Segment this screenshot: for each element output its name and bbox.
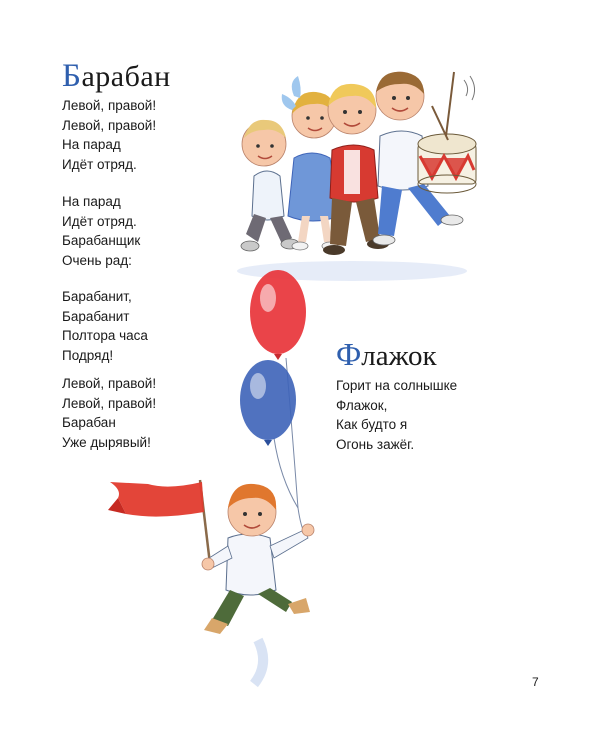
- small-boy-figure: [241, 120, 299, 251]
- title-initial-letter: Ф: [336, 336, 362, 372]
- balloon-string: [274, 438, 298, 508]
- drum-icon: [418, 72, 476, 193]
- poem-line: На парад: [62, 194, 121, 209]
- stanza-flazhok-1: [336, 376, 457, 454]
- boy-with-flag-illustration: [108, 268, 338, 688]
- poem-line: Подряд!: [62, 347, 114, 363]
- blue-balloon-icon: [240, 360, 296, 446]
- poem-line: Огонь зажёг.: [336, 436, 415, 452]
- poem-line: Полтора часа: [62, 328, 148, 343]
- poem-line: Барабанщик: [62, 233, 141, 248]
- poem-line: Левой, правой!: [62, 98, 157, 113]
- poem-line: Идёт отряд.: [62, 213, 137, 229]
- poem-line: Очень рад:: [62, 252, 132, 268]
- poem-line: Горит на солнышке: [336, 378, 458, 393]
- title-rest: лажок: [361, 340, 437, 372]
- stanza-baraban-2: [62, 192, 140, 270]
- page-number: 7: [532, 675, 539, 689]
- poem-line: Уже дырявый!: [62, 434, 151, 450]
- poem-line: Барабан: [62, 415, 116, 430]
- poem-line: Левой, правой!: [62, 395, 157, 411]
- poem-line: Левой, правой!: [62, 117, 157, 133]
- poem-line: На парад: [62, 137, 121, 152]
- poem-line: Барабанит: [62, 308, 130, 324]
- poem-line: Барабанит,: [62, 289, 132, 304]
- red-balloon-icon: [250, 270, 306, 360]
- poem-title-baraban: [62, 60, 171, 93]
- poem-line: Идёт отряд.: [62, 156, 137, 172]
- poem-line: Как будто я: [336, 417, 408, 432]
- title-rest: арабан: [81, 60, 171, 93]
- poem-line: Левой, правой!: [62, 376, 157, 391]
- stanza-baraban-1: [62, 96, 156, 174]
- boy-figure: [202, 484, 314, 684]
- marching-children-illustration: [232, 66, 482, 286]
- red-flag-icon: [108, 480, 210, 564]
- poem-line: Флажок,: [336, 397, 388, 413]
- poem-title-flazhok: [336, 338, 437, 371]
- title-initial-letter: Б: [62, 58, 82, 94]
